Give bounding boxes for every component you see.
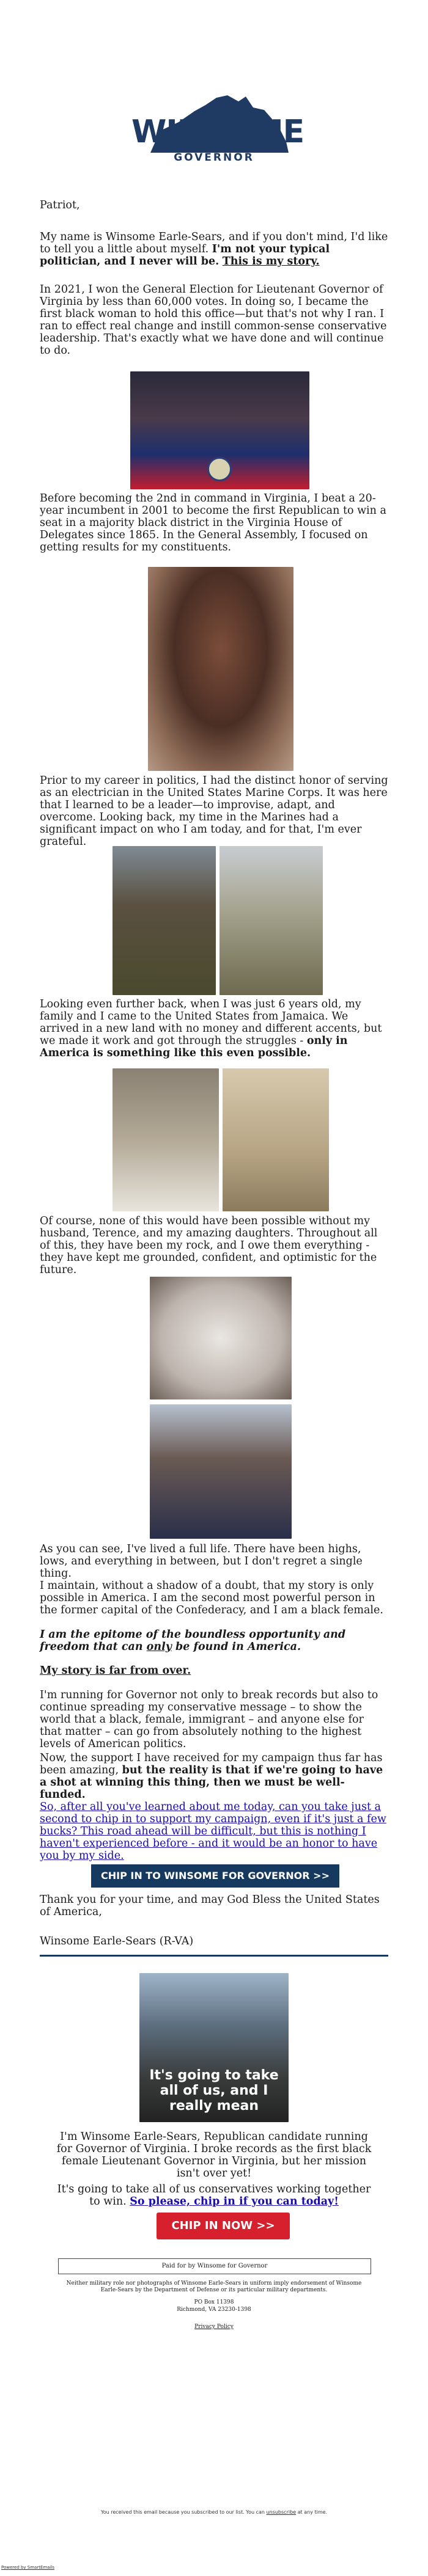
paid-for-text: Paid for by Winsome for Governor <box>161 2263 268 2269</box>
chip-in-governor-button[interactable]: CHIP IN TO WINSOME FOR GOVERNOR >> <box>91 1864 339 1888</box>
paragraph-thanks: Thank you for your time, and may God Bless the United States of America, <box>40 1894 380 1918</box>
unsubscribe-line <box>0 2509 428 2516</box>
powered-by-link[interactable]: Powered by SmartEmails <box>1 2565 55 2570</box>
paragraph-story-not-over: My story is far from over. <box>40 1665 191 1677</box>
photo-childhood-2 <box>223 1068 329 1211</box>
ad-together-text: It's going to take all of us conservatives working together to win. <box>57 2183 371 2208</box>
privacy-policy-link[interactable]: Privacy Policy <box>194 2324 234 2330</box>
paragraph-full-life: As you can see, I've lived a full life. There have been highs, lows, and everything in between, but I don't regret a single thing. <box>40 1543 363 1580</box>
photo-couple <box>150 1404 292 1539</box>
paragraph-marines: Prior to my career in politics, I had the distinct honor of serving as an electrician in the United States Marine Corps. It was here that I learned to be a leader—to improvise, adapt, and overcome. Looking back, my time in the Marines had a significant impact on who I am today, and for that, I'm ever grateful. <box>40 775 388 848</box>
ad-chip-in-link[interactable]: So please, chip in if you can today! <box>130 2195 339 2208</box>
unsubscribe-text-end: at any time. <box>296 2509 328 2515</box>
paragraph-family: Of course, none of this would have been possible without my husband, Terence, and my amazing daughters. Throughout all of this, they have been my rock, and I owe them everything - they have kept me grounded, confident, and optimistic for the future. <box>40 1215 378 1276</box>
photo-young-portrait <box>148 567 293 771</box>
intro-bold: I'm not your typical politician, and I never will be. <box>40 243 330 268</box>
unsubscribe-text: You received this email because you subscribed to our list. You can <box>100 2509 267 2515</box>
photo-marine-outdoors <box>220 846 323 995</box>
military-disclaimer: Neither military role nor photographs of Winsome Earle-Sears in uniform imply endorsement of Winsome Earle-Sears by the Department of Defense or its particular military departments. <box>66 2280 362 2293</box>
paid-for-box <box>58 2258 371 2274</box>
funding-bold: but the reality is that if we're going to have a shot at winning this thing, then we must be well-funded. <box>40 1764 383 1801</box>
paragraph-election: In 2021, I won the General Election for Lieutenant Governor of Virginia by less than 60,000 votes. In doing so, I became the first black woman to hold this office—but that's not why I ran. I ran to effect real change and instill common-sense conservative leadership. That's exactly what we have done and will continue to do. <box>40 283 387 357</box>
address-city: Richmond, VA 23230-1398 <box>177 2307 251 2313</box>
jamaica-text: Looking even further back, when I was just 6 years old, my family and I came to the United States from Jamaica. We arrived in a new land with no money and different accents, but we made it work and got through the struggles - <box>40 998 382 1047</box>
ad-video-caption: It's going to take all of us, and I really mean <box>149 2068 279 2114</box>
epitome-only: only <box>146 1641 172 1653</box>
ad-text-candidate: I'm Winsome Earle-Sears, Republican candidate running for Governor of Virginia. I broke records as the first black female Lieutenant Governor in Virginia, but her mission isn't over yet! <box>56 2131 372 2180</box>
greeting: Patriot, <box>40 199 80 211</box>
jamaica-bold: only in America is something like this even possible. <box>40 1035 348 1059</box>
photo-childhood-1 <box>113 1068 219 1211</box>
logo-subtitle: GOVERNOR <box>174 151 254 164</box>
epitome-text-end: be found in America. <box>171 1641 301 1653</box>
funding-text: Now, the support I have received for my campaign thus far has been amazing, <box>40 1752 383 1776</box>
photo-podium-speech <box>130 371 309 489</box>
paragraph-epitome <box>40 1629 388 1653</box>
ad-video-thumbnail <box>139 1973 289 2122</box>
chip-in-now-button[interactable]: CHIP IN NOW >> <box>157 2213 290 2239</box>
paragraph-jamaica <box>40 998 388 1059</box>
intro-underline: This is my story. <box>222 255 320 268</box>
paragraph-funding <box>40 1752 388 1801</box>
paragraph-running: I'm running for Governor not only to break records but also to continue spreading my conservative message – to show the world that a black, female, immigrant – and anyone else for that matter – can go from absolutely nothing to the highest levels of American politics. <box>40 1689 378 1750</box>
winsome-governor-logo <box>0 0 428 183</box>
photo-family-group <box>150 1277 292 1399</box>
epitome-text: I am the epitome of the boundless opportunity and freedom that can <box>40 1629 346 1653</box>
signature-divider <box>40 1955 388 1957</box>
paragraph-ask <box>40 1801 388 1862</box>
photo-marine-uniform <box>113 846 216 995</box>
podium-seal-icon <box>207 457 232 481</box>
ad-text-together <box>55 2183 373 2208</box>
intro-text: My name is Winsome Earle-Sears, and if you don't mind, I'd like to tell you a little about myself. <box>40 231 388 255</box>
logo-name: WINSOME <box>131 114 304 150</box>
donate-text-link[interactable]: So, after all you've learned about me today, can you take just a second to chip in to support my campaign, even if it's just a few bucks? This road ahead will be difficult, but this is nothing I haven't experienced before - and it would be an honor to have you by my side. <box>40 1801 386 1862</box>
po-box: PO Box 11398 <box>194 2299 234 2305</box>
paragraph-intro <box>40 231 388 268</box>
paragraph-only-in-america: I maintain, without a shadow of a doubt, that my story is only possible in America. I am the second most powerful person in the former capital of the Confederacy, and I am a black female. <box>40 1580 383 1616</box>
unsubscribe-link[interactable]: unsubscribe <box>266 2509 297 2515</box>
paragraph-general-assembly: Before becoming the 2nd in command in Virginia, I beat a 20-year incumbent in 2001 to become the first Republican to win a seat in a majority black district in the Virginia House of Delegates since 1865. In the General Assembly, I focused on getting results for my constituents. <box>40 492 386 553</box>
signature: Winsome Earle-Sears (R-VA) <box>40 1935 194 1947</box>
